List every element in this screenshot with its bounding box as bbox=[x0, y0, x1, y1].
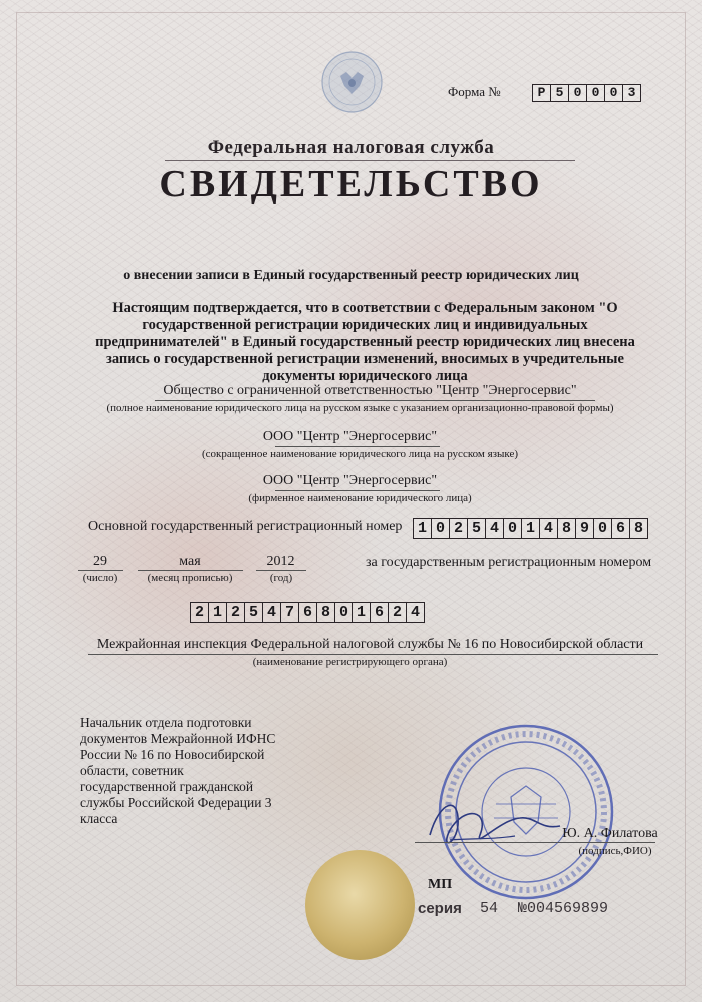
ogrn-digit: 0 bbox=[593, 518, 611, 539]
short-name-line bbox=[275, 446, 440, 447]
grn-digit: 7 bbox=[280, 602, 298, 623]
divider bbox=[165, 160, 575, 161]
grn-digit: 0 bbox=[334, 602, 352, 623]
grn-digit: 1 bbox=[352, 602, 370, 623]
signer-caption: (подпись,ФИО) bbox=[578, 845, 652, 857]
date-year-caption: (год) bbox=[269, 572, 293, 584]
short-name-caption: (сокращенное наименование юридического лица на русском языке) bbox=[201, 448, 519, 460]
brand-name-line bbox=[275, 490, 440, 491]
serial-number: №004569899 bbox=[518, 900, 609, 917]
ogrn-digit: 1 bbox=[521, 518, 539, 539]
mp-label: МП bbox=[428, 877, 453, 892]
grn-number bbox=[190, 602, 425, 623]
ogrn-digit: 5 bbox=[467, 518, 485, 539]
authority-line bbox=[88, 654, 658, 655]
grn-digit: 2 bbox=[388, 602, 406, 623]
short-name-value: ООО "Центр "Энергосервис" bbox=[262, 429, 438, 444]
authority-caption: (наименование регистрирующего органа) bbox=[252, 656, 448, 668]
grn-digit: 4 bbox=[406, 602, 425, 623]
date-day-caption: (число) bbox=[82, 572, 118, 584]
date-year: 2012 bbox=[266, 554, 295, 569]
brand-name-caption: (фирменное наименование юридического лица) bbox=[248, 492, 472, 504]
ogrn-label: Основной государственный регистрационный номер bbox=[88, 519, 403, 534]
grn-digit: 5 bbox=[244, 602, 262, 623]
form-code-digit: 0 bbox=[604, 84, 622, 102]
gold-seal bbox=[305, 850, 415, 960]
signature bbox=[420, 790, 570, 860]
form-label: Форма № bbox=[448, 84, 501, 99]
authority-value: Межрайонная инспекция Федеральной налоговой службы № 16 по Новосибирской области bbox=[96, 637, 644, 652]
form-code-digit: 0 bbox=[568, 84, 586, 102]
signer-name: Ю. А. Филатова bbox=[562, 826, 658, 841]
reg-label: за государственным регистрационным номером bbox=[366, 555, 652, 570]
agency-name: Федеральная налоговая служба bbox=[207, 137, 495, 158]
form-code-digit: 0 bbox=[586, 84, 604, 102]
ogrn-digit: 1 bbox=[413, 518, 431, 539]
brand-name-value: ООО "Центр "Энергосервис" bbox=[262, 473, 438, 488]
ogrn-digit: 2 bbox=[449, 518, 467, 539]
ogrn-digit: 4 bbox=[539, 518, 557, 539]
grn-digit: 8 bbox=[316, 602, 334, 623]
page-title: СВИДЕТЕЛЬСТВО bbox=[159, 163, 543, 205]
grn-digit: 4 bbox=[262, 602, 280, 623]
chief-position: Начальник отдела подготовки документов Межрайонной ИФНС России № 16 по Новосибирской области, советник государственной гражданской службы Российской Федерации 3 класса bbox=[80, 715, 276, 826]
grn-digit: 2 bbox=[190, 602, 208, 623]
signature-line bbox=[415, 842, 655, 843]
emblem-icon bbox=[320, 50, 384, 114]
date-day-line bbox=[78, 570, 123, 571]
ogrn-digit: 4 bbox=[485, 518, 503, 539]
date-month-line bbox=[138, 570, 243, 571]
form-code-digit: 5 bbox=[550, 84, 568, 102]
grn-digit: 6 bbox=[298, 602, 316, 623]
ogrn-digit: 0 bbox=[503, 518, 521, 539]
full-name-value: Общество с ограниченной ответственностью "Центр "Энергосервис" bbox=[163, 383, 577, 398]
ogrn-digit: 9 bbox=[575, 518, 593, 539]
ogrn-digit: 8 bbox=[629, 518, 648, 539]
series-label: серия bbox=[418, 900, 462, 917]
date-month-caption: (месяц прописью) bbox=[147, 572, 233, 584]
ogrn-number bbox=[413, 518, 648, 539]
form-code bbox=[532, 84, 641, 102]
ogrn-digit: 0 bbox=[431, 518, 449, 539]
date-year-line bbox=[256, 570, 306, 571]
date-month: мая bbox=[179, 554, 201, 569]
full-name-caption: (полное наименование юридического лица на русском языке с указанием организационно-правовой формы) bbox=[106, 402, 614, 414]
series-number: 54 bbox=[480, 900, 499, 917]
ogrn-digit: 8 bbox=[557, 518, 575, 539]
subtitle: о внесении записи в Единый государственный реестр юридических лиц bbox=[123, 268, 579, 283]
intro-text: Настоящим подтверждается, что в соответствии с Федеральным законом "О государственной регистрации юридических лиц и индивидуальных предпринимателей" в Единый государственный реестр юридических лиц внесена запись о государственной регистрации изменений, вносимых в учредительные документы юридического лица bbox=[95, 300, 635, 384]
form-code-digit: 3 bbox=[622, 84, 641, 102]
grn-digit: 6 bbox=[370, 602, 388, 623]
grn-digit: 2 bbox=[226, 602, 244, 623]
full-name-line bbox=[155, 400, 595, 401]
ogrn-digit: 6 bbox=[611, 518, 629, 539]
form-code-digit: Р bbox=[532, 84, 550, 102]
grn-digit: 1 bbox=[208, 602, 226, 623]
date-day: 29 bbox=[93, 554, 107, 569]
